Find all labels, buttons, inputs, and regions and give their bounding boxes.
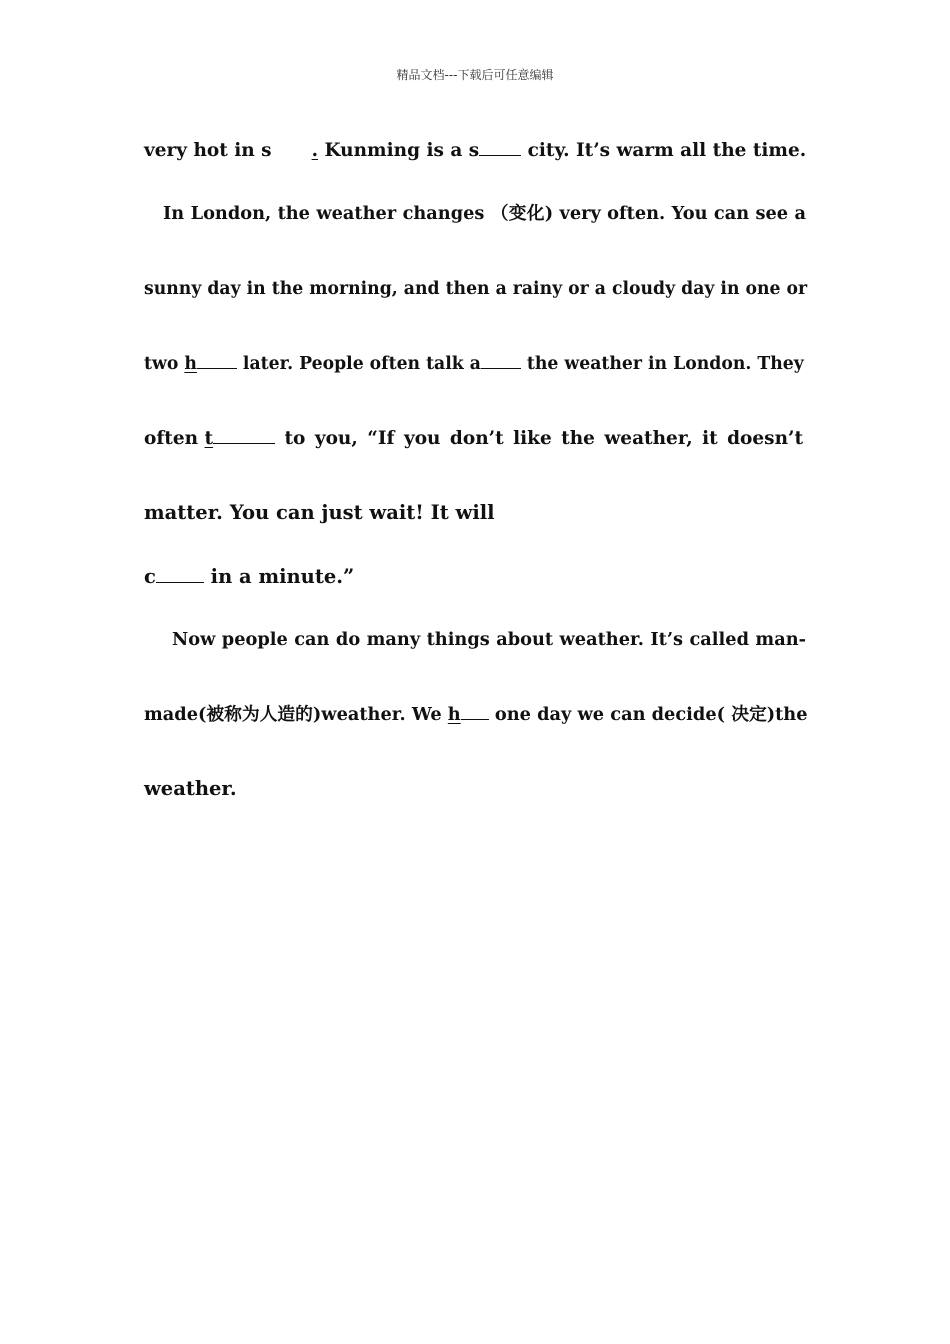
text-segment: c [144, 565, 156, 588]
text-segment: Kunming is a s [318, 140, 480, 161]
fill-blank [461, 701, 489, 720]
text-segment: the weather in London. They [520, 354, 804, 374]
text-line-6 [144, 500, 806, 526]
text-segment: to you, “If you don’t like the weather, it doesn’t [275, 428, 804, 449]
text-line-3 [144, 276, 806, 302]
text-line-8 [172, 627, 806, 653]
text-line-5 [144, 425, 806, 452]
text-segment: often [144, 428, 205, 449]
fill-blank [156, 564, 204, 583]
fill-blank [479, 137, 521, 156]
text-segment: later. People often talk a [236, 354, 481, 374]
text-segment: city. It’s warm all the time. [521, 140, 807, 161]
text-line-4 [144, 350, 806, 377]
blank-letter: h [184, 354, 197, 374]
text-segment: two [144, 354, 185, 374]
fill-blank [197, 350, 237, 369]
text-line-1 [144, 137, 806, 164]
fill-blank [272, 138, 312, 156]
text-segment: made(被称为人造的)weather. We [144, 704, 448, 725]
text-line-7 [144, 564, 806, 590]
text-segment: weather. [144, 777, 237, 800]
text-segment: In London, the weather changes （变化) very often. You can see a [163, 203, 806, 224]
text-segment: Now people can do many things about weather. It’s called man- [172, 629, 806, 650]
text-line-9 [144, 701, 806, 728]
text-segment: very hot in s [144, 140, 272, 161]
text-segment: in a minute.” [203, 565, 355, 588]
blank-letter: h [447, 704, 461, 725]
text-segment: sunny day in the morning, and then a rainy or a cloudy day in one or [144, 279, 808, 299]
fill-blank [213, 425, 275, 444]
text-line-2 [163, 201, 806, 227]
text-segment: matter. You can just wait! It will [144, 501, 495, 524]
text-line-10 [144, 776, 806, 802]
page-header: 精品文档---下载后可任意编辑 [396, 68, 554, 82]
text-segment: one day we can decide( 决定)the [488, 704, 808, 725]
text-segment: . [311, 140, 319, 161]
fill-blank [481, 350, 521, 369]
blank-letter: t [204, 428, 214, 449]
